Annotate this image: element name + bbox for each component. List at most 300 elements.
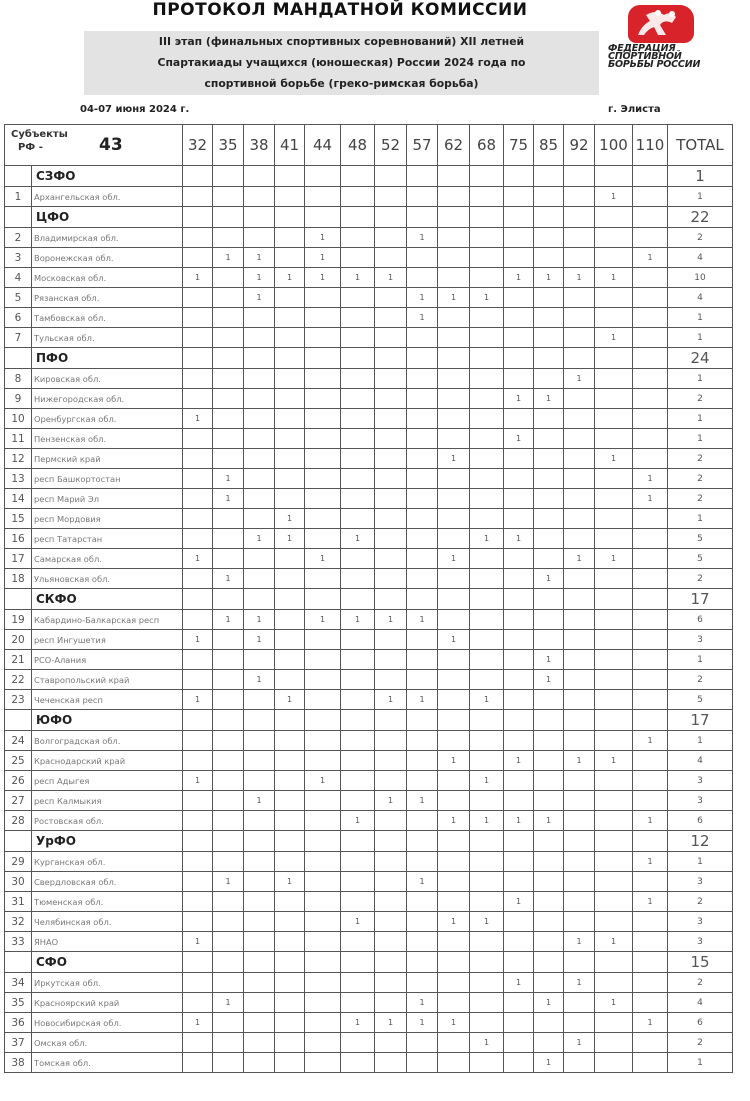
table-row (5, 529, 733, 549)
weight-count-cell (534, 791, 564, 811)
weight-count-cell (470, 731, 504, 751)
weight-count-cell (438, 791, 470, 811)
region-name: Тюменская обл. (32, 892, 183, 912)
region-total: 3 (668, 791, 733, 811)
weight-count-cell: 1 (183, 268, 213, 288)
region-total: 1 (668, 429, 733, 449)
weight-count-cell (244, 569, 275, 589)
weight-count-cell (375, 187, 407, 207)
weight-count-cell (213, 328, 244, 348)
weight-count-cell (244, 993, 275, 1013)
weight-count-cell: 1 (470, 529, 504, 549)
table-row (5, 791, 733, 811)
weight-count-cell (407, 852, 438, 872)
weight-count-cell (183, 852, 213, 872)
weight-count-cell (407, 328, 438, 348)
weight-count-cell (534, 973, 564, 993)
weight-count-cell (375, 449, 407, 469)
region-number: 33 (5, 932, 32, 952)
weight-count-cell (275, 489, 305, 509)
weight-count-cell: 1 (534, 1053, 564, 1073)
weight-count-cell (244, 389, 275, 409)
district-row (5, 166, 733, 187)
region-total: 2 (668, 489, 733, 509)
district-number-cell (5, 831, 32, 852)
weight-count-cell (244, 369, 275, 389)
weight-count-cell (275, 751, 305, 771)
weight-count-cell (244, 690, 275, 710)
weight-header: 32 (183, 125, 213, 166)
region-name: респ Марий Эл (32, 489, 183, 509)
weight-count-cell (470, 751, 504, 771)
weight-count-cell: 1 (564, 549, 595, 569)
weight-header: 41 (275, 125, 305, 166)
weight-count-cell (595, 1033, 633, 1053)
district-weight-cell (375, 710, 407, 731)
weight-count-cell (213, 449, 244, 469)
weight-count-cell: 1 (438, 288, 470, 308)
weight-count-cell: 1 (504, 268, 534, 288)
district-weight-cell (633, 166, 668, 187)
weight-count-cell (504, 670, 534, 690)
region-name: Владимирская обл. (32, 228, 183, 248)
region-name: Курганская обл. (32, 852, 183, 872)
weight-header: 75 (504, 125, 534, 166)
weight-count-cell: 1 (244, 529, 275, 549)
district-weight-cell (183, 348, 213, 369)
weight-count-cell (275, 469, 305, 489)
weight-count-cell (183, 228, 213, 248)
table-row (5, 549, 733, 569)
weight-count-cell: 1 (534, 389, 564, 409)
table-row (5, 771, 733, 791)
weight-count-cell (183, 610, 213, 630)
region-total: 2 (668, 892, 733, 912)
weight-count-cell: 1 (438, 811, 470, 831)
region-name: Пермский край (32, 449, 183, 469)
district-weight-cell (213, 710, 244, 731)
weight-count-cell (305, 187, 341, 207)
weight-count-cell: 1 (275, 872, 305, 892)
weight-count-cell (534, 852, 564, 872)
district-weight-cell (595, 207, 633, 228)
weight-count-cell (183, 872, 213, 892)
weight-count-cell (275, 369, 305, 389)
weight-count-cell (438, 872, 470, 892)
region-total: 5 (668, 690, 733, 710)
weight-count-cell (504, 932, 534, 952)
weight-count-cell: 1 (275, 690, 305, 710)
weight-count-cell (341, 248, 375, 268)
district-weight-cell (305, 589, 341, 610)
table-row (5, 872, 733, 892)
weight-count-cell: 1 (244, 248, 275, 268)
region-name: Ставропольский край (32, 670, 183, 690)
region-number: 27 (5, 791, 32, 811)
weight-header: 92 (564, 125, 595, 166)
weight-count-cell (438, 529, 470, 549)
region-name: Челябинская обл. (32, 912, 183, 932)
district-name: ПФО (32, 348, 183, 369)
weight-count-cell (375, 912, 407, 932)
weight-count-cell (564, 1013, 595, 1033)
weight-count-cell (504, 852, 534, 872)
region-total: 3 (668, 912, 733, 932)
district-name: ЦФО (32, 207, 183, 228)
weight-count-cell (633, 409, 668, 429)
table-row (5, 751, 733, 771)
region-number: 13 (5, 469, 32, 489)
weight-count-cell (633, 328, 668, 348)
weight-count-cell (341, 872, 375, 892)
weight-count-cell (504, 409, 534, 429)
weight-count-cell: 1 (438, 912, 470, 932)
table-row (5, 1013, 733, 1033)
district-weight-cell (438, 952, 470, 973)
region-number: 19 (5, 610, 32, 630)
weight-count-cell (213, 1033, 244, 1053)
region-number: 30 (5, 872, 32, 892)
weight-count-cell: 1 (470, 690, 504, 710)
weight-count-cell (244, 650, 275, 670)
weight-count-cell: 1 (244, 268, 275, 288)
weight-count-cell (213, 308, 244, 328)
weight-count-cell (275, 288, 305, 308)
weight-count-cell (275, 1033, 305, 1053)
region-name: Томская обл. (32, 1053, 183, 1073)
weight-count-cell (375, 771, 407, 791)
weight-count-cell (564, 650, 595, 670)
region-total: 1 (668, 409, 733, 429)
district-weight-cell (275, 166, 305, 187)
weight-count-cell (407, 650, 438, 670)
weight-count-cell (534, 630, 564, 650)
weight-count-cell: 1 (595, 328, 633, 348)
region-name: респ Башкортостан (32, 469, 183, 489)
weight-count-cell (213, 288, 244, 308)
weight-count-cell: 1 (633, 811, 668, 831)
weight-count-cell (438, 469, 470, 489)
weight-count-cell (244, 328, 275, 348)
region-number: 21 (5, 650, 32, 670)
district-name: СКФО (32, 589, 183, 610)
weight-count-cell (470, 1013, 504, 1033)
weight-count-cell: 1 (504, 389, 534, 409)
weight-count-cell (438, 973, 470, 993)
region-name: Краснодарский край (32, 751, 183, 771)
weight-count-cell (183, 751, 213, 771)
district-weight-cell (275, 589, 305, 610)
table-row (5, 228, 733, 248)
weight-count-cell (504, 650, 534, 670)
weight-count-cell (213, 409, 244, 429)
header-row (5, 125, 733, 166)
weight-count-cell (438, 771, 470, 791)
weight-count-cell (534, 751, 564, 771)
district-weight-cell (244, 710, 275, 731)
weight-count-cell (305, 912, 341, 932)
district-weight-cell (275, 952, 305, 973)
weight-count-cell (534, 449, 564, 469)
weight-count-cell (275, 228, 305, 248)
weight-count-cell (213, 892, 244, 912)
weight-count-cell (183, 449, 213, 469)
region-total: 1 (668, 308, 733, 328)
weight-count-cell (213, 731, 244, 751)
weight-count-cell (470, 569, 504, 589)
district-weight-cell (633, 348, 668, 369)
weight-count-cell (407, 731, 438, 751)
region-total: 4 (668, 751, 733, 771)
region-number: 32 (5, 912, 32, 932)
table-row (5, 650, 733, 670)
page-title: ПРОТОКОЛ МАНДАТНОЙ КОМИССИИ (152, 0, 528, 20)
weight-count-cell (470, 449, 504, 469)
weight-count-cell: 1 (633, 892, 668, 912)
weight-count-cell (504, 509, 534, 529)
weight-count-cell (244, 872, 275, 892)
weight-count-cell (633, 690, 668, 710)
weight-count-cell: 1 (595, 932, 633, 952)
weight-count-cell (244, 932, 275, 952)
weight-count-cell (633, 369, 668, 389)
region-name: Тульская обл. (32, 328, 183, 348)
weight-count-cell (564, 288, 595, 308)
district-weight-cell (244, 207, 275, 228)
weight-count-cell (470, 328, 504, 348)
table-row (5, 569, 733, 589)
weight-count-cell (275, 549, 305, 569)
weight-count-cell: 1 (213, 872, 244, 892)
weight-count-cell: 1 (375, 610, 407, 630)
weight-count-cell (470, 369, 504, 389)
weight-count-cell (213, 670, 244, 690)
weight-count-cell (341, 993, 375, 1013)
region-total: 1 (668, 650, 733, 670)
weight-count-cell (305, 690, 341, 710)
region-number: 22 (5, 670, 32, 690)
region-total: 2 (668, 670, 733, 690)
weight-count-cell (213, 1053, 244, 1073)
weight-count-cell (183, 429, 213, 449)
weight-count-cell (375, 1033, 407, 1053)
weight-count-cell (564, 1053, 595, 1073)
weight-count-cell (595, 811, 633, 831)
weight-header: 44 (305, 125, 341, 166)
weight-count-cell (504, 187, 534, 207)
weight-count-cell (633, 670, 668, 690)
weight-count-cell (275, 852, 305, 872)
table-row (5, 973, 733, 993)
district-weight-cell (244, 831, 275, 852)
district-weight-cell (504, 207, 534, 228)
weight-count-cell (375, 469, 407, 489)
weight-count-cell (633, 650, 668, 670)
weight-count-cell (470, 993, 504, 1013)
district-weight-cell (438, 710, 470, 731)
district-weight-cell (534, 207, 564, 228)
weight-count-cell (375, 429, 407, 449)
weight-header: 48 (341, 125, 375, 166)
weight-count-cell (375, 630, 407, 650)
region-name: Пензенская обл. (32, 429, 183, 449)
weight-count-cell: 1 (213, 469, 244, 489)
weight-count-cell (438, 489, 470, 509)
weight-count-cell (275, 731, 305, 751)
weight-count-cell: 1 (407, 791, 438, 811)
weight-count-cell (213, 852, 244, 872)
weight-count-cell: 1 (305, 771, 341, 791)
weight-count-cell (504, 610, 534, 630)
district-weight-cell (564, 166, 595, 187)
weight-count-cell (341, 771, 375, 791)
region-number: 2 (5, 228, 32, 248)
table-row (5, 268, 733, 288)
weight-count-cell (470, 610, 504, 630)
weight-count-cell (213, 771, 244, 791)
wrestlers-logo-icon (628, 5, 694, 43)
weight-count-cell (275, 389, 305, 409)
weight-count-cell (183, 369, 213, 389)
district-row (5, 207, 733, 228)
weight-count-cell (504, 1013, 534, 1033)
weight-count-cell (438, 650, 470, 670)
weight-count-cell (341, 751, 375, 771)
region-name: Ростовская обл. (32, 811, 183, 831)
weight-count-cell: 1 (375, 791, 407, 811)
weight-count-cell (183, 308, 213, 328)
district-total: 1 (668, 166, 733, 187)
region-number: 14 (5, 489, 32, 509)
weight-count-cell: 1 (275, 529, 305, 549)
weight-count-cell (504, 993, 534, 1013)
region-total: 2 (668, 389, 733, 409)
weight-count-cell (407, 811, 438, 831)
table-row (5, 449, 733, 469)
weight-count-cell (275, 1053, 305, 1073)
table-row (5, 852, 733, 872)
table-row (5, 670, 733, 690)
weight-count-cell (633, 288, 668, 308)
district-weight-cell (407, 207, 438, 228)
weight-count-cell (183, 912, 213, 932)
weight-count-cell (633, 549, 668, 569)
weight-count-cell (470, 892, 504, 912)
district-weight-cell (375, 589, 407, 610)
district-weight-cell (275, 348, 305, 369)
region-number: 10 (5, 409, 32, 429)
weight-count-cell (438, 610, 470, 630)
weight-header: 38 (244, 125, 275, 166)
weight-count-cell: 1 (470, 288, 504, 308)
weight-count-cell (275, 610, 305, 630)
weight-count-cell (375, 892, 407, 912)
event-place: г. Элиста (608, 104, 661, 115)
weight-count-cell (305, 973, 341, 993)
weight-count-cell (470, 1053, 504, 1073)
weight-count-cell (633, 389, 668, 409)
weight-count-cell: 1 (375, 690, 407, 710)
district-weight-cell (213, 952, 244, 973)
subjects-header (5, 125, 183, 166)
weight-count-cell (595, 791, 633, 811)
weight-count-cell (438, 328, 470, 348)
weight-count-cell: 1 (534, 268, 564, 288)
region-name: Иркутская обл. (32, 973, 183, 993)
weight-count-cell (595, 369, 633, 389)
weight-count-cell (534, 932, 564, 952)
region-total: 3 (668, 872, 733, 892)
weight-count-cell (375, 670, 407, 690)
table-row (5, 993, 733, 1013)
district-weight-cell (213, 831, 244, 852)
weight-header: 52 (375, 125, 407, 166)
weight-count-cell (633, 187, 668, 207)
weight-count-cell (534, 308, 564, 328)
weight-count-cell (275, 569, 305, 589)
district-weight-cell (633, 589, 668, 610)
district-weight-cell (341, 831, 375, 852)
weight-count-cell (564, 469, 595, 489)
district-weight-cell (183, 589, 213, 610)
weight-count-cell (305, 469, 341, 489)
weight-count-cell (183, 389, 213, 409)
region-total: 2 (668, 469, 733, 489)
region-name: респ Татарстан (32, 529, 183, 549)
weight-count-cell (375, 973, 407, 993)
weight-count-cell (595, 529, 633, 549)
region-total: 1 (668, 509, 733, 529)
table-row (5, 630, 733, 650)
weight-count-cell (534, 248, 564, 268)
table-row (5, 892, 733, 912)
weight-count-cell (341, 469, 375, 489)
weight-count-cell (504, 308, 534, 328)
district-weight-cell (438, 348, 470, 369)
weight-count-cell (407, 449, 438, 469)
weight-count-cell (633, 1053, 668, 1073)
weight-count-cell (341, 228, 375, 248)
weight-count-cell (305, 328, 341, 348)
district-weight-cell (183, 710, 213, 731)
weight-count-cell (213, 751, 244, 771)
region-name: Кабардино-Балкарская респ (32, 610, 183, 630)
district-weight-cell (564, 831, 595, 852)
district-total: 24 (668, 348, 733, 369)
weight-count-cell (244, 409, 275, 429)
region-number: 5 (5, 288, 32, 308)
weight-count-cell (407, 187, 438, 207)
weight-count-cell (564, 892, 595, 912)
weight-count-cell: 1 (183, 932, 213, 952)
table-row (5, 489, 733, 509)
district-row (5, 952, 733, 973)
region-number: 6 (5, 308, 32, 328)
district-row (5, 831, 733, 852)
weight-count-cell (341, 489, 375, 509)
weight-count-cell (341, 650, 375, 670)
district-weight-cell (275, 710, 305, 731)
weight-count-cell (375, 288, 407, 308)
weight-count-cell (275, 650, 305, 670)
weight-count-cell (595, 1053, 633, 1073)
weight-count-cell (633, 529, 668, 549)
weight-count-cell: 1 (305, 228, 341, 248)
weight-count-cell (275, 187, 305, 207)
weight-count-cell: 1 (183, 771, 213, 791)
weight-count-cell (244, 1033, 275, 1053)
weight-count-cell: 1 (595, 449, 633, 469)
